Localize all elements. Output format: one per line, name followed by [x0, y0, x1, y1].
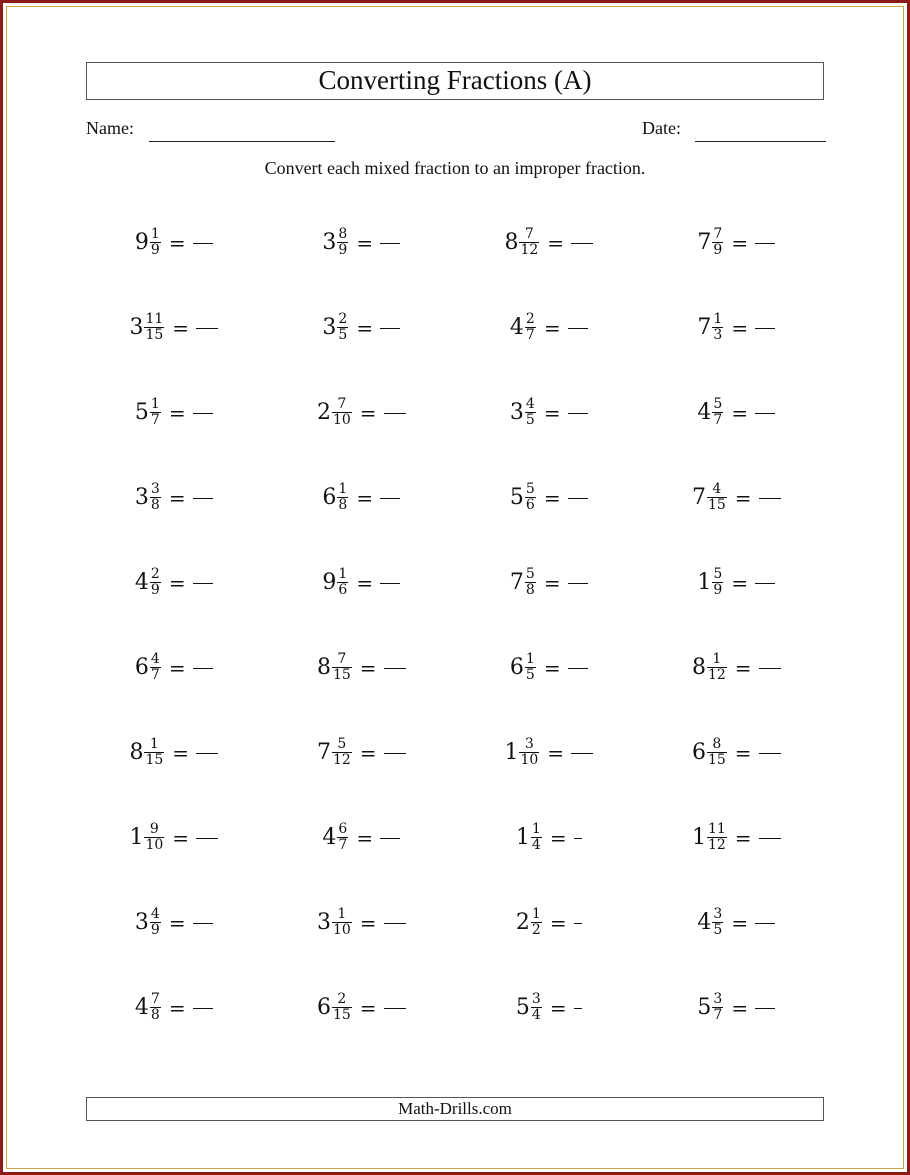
- whole-number: 4: [134, 995, 149, 1020]
- equals-sign: =: [543, 655, 561, 680]
- numerator: 1: [337, 906, 347, 922]
- fraction: [525, 567, 536, 598]
- answer-blank[interactable]: [568, 583, 588, 584]
- fraction: [531, 907, 542, 938]
- fraction: [144, 822, 164, 853]
- equals-sign: =: [731, 315, 749, 340]
- problem-item: [80, 710, 268, 795]
- whole-number: 7: [697, 230, 712, 255]
- denominator: 7: [713, 1007, 723, 1023]
- problem-item: [80, 370, 268, 455]
- fraction: [144, 312, 164, 343]
- whole-number: 8: [504, 230, 519, 255]
- denominator: 15: [707, 497, 726, 513]
- whole-number: 5: [515, 995, 530, 1020]
- equals-sign: =: [731, 995, 749, 1020]
- denominator: 9: [713, 582, 723, 598]
- equals-sign: =: [731, 570, 749, 595]
- fraction: [150, 652, 161, 683]
- numerator: 2: [150, 566, 160, 582]
- denominator: 9: [338, 242, 348, 258]
- fraction: [525, 397, 536, 428]
- numerator: 5: [525, 481, 535, 497]
- fraction: [712, 907, 723, 938]
- fraction: [531, 992, 542, 1023]
- numerator: 3: [713, 906, 723, 922]
- problem-item: [643, 965, 831, 1050]
- problem-item: [643, 710, 831, 795]
- denominator: 9: [713, 242, 723, 258]
- problem-item: [455, 200, 643, 285]
- denominator: 2: [531, 922, 541, 938]
- answer-blank[interactable]: [755, 243, 775, 244]
- answer-blank[interactable]: [380, 328, 400, 329]
- fraction: [150, 482, 161, 513]
- whole-number: 3: [509, 400, 524, 425]
- denominator: 7: [338, 837, 348, 853]
- fraction: [337, 227, 348, 258]
- problem-item: [80, 455, 268, 540]
- answer-blank[interactable]: [380, 583, 400, 584]
- equals-sign: =: [359, 400, 377, 425]
- fraction: [707, 737, 727, 768]
- whole-number: 3: [134, 910, 149, 935]
- numerator: 1: [150, 396, 160, 412]
- equals-sign: =: [731, 230, 749, 255]
- problem-item: [80, 795, 268, 880]
- fraction: [519, 227, 539, 258]
- whole-number: 6: [134, 655, 149, 680]
- whole-number: 3: [134, 485, 149, 510]
- numerator: 7: [337, 396, 347, 412]
- denominator: 9: [150, 242, 160, 258]
- answer-blank[interactable]: [380, 838, 400, 839]
- fraction: [707, 822, 727, 853]
- fraction: [712, 567, 723, 598]
- whole-number: 5: [134, 400, 149, 425]
- fraction: [144, 737, 164, 768]
- fraction: [337, 822, 348, 853]
- fraction: [712, 227, 723, 258]
- equals-sign: =: [168, 570, 186, 595]
- fraction: [337, 567, 348, 598]
- denominator: 10: [332, 922, 351, 938]
- answer-blank[interactable]: [380, 498, 400, 499]
- fraction: [525, 312, 536, 343]
- problem-item: [80, 965, 268, 1050]
- equals-sign: =: [547, 230, 565, 255]
- equals-sign: =: [168, 655, 186, 680]
- problem-item: [268, 285, 456, 370]
- denominator: 12: [707, 667, 726, 683]
- numerator: 1: [713, 311, 723, 327]
- problem-item: [268, 200, 456, 285]
- answer-blank[interactable]: [384, 668, 406, 669]
- answer-blank[interactable]: [384, 923, 406, 924]
- problem-item: [455, 880, 643, 965]
- numerator: 1: [525, 651, 535, 667]
- whole-number: 2: [316, 400, 331, 425]
- problem-item: [80, 285, 268, 370]
- instructions: Convert each mixed fraction to an improper fraction.: [264, 158, 646, 178]
- denominator: 5: [338, 327, 348, 343]
- answer-blank[interactable]: [759, 498, 781, 499]
- equals-sign: =: [734, 740, 752, 765]
- equals-sign: =: [172, 315, 190, 340]
- whole-number: 1: [697, 570, 712, 595]
- answer-blank[interactable]: [384, 413, 406, 414]
- date-label: Date:: [642, 118, 681, 138]
- whole-number: 1: [691, 825, 706, 850]
- equals-sign: =: [359, 910, 377, 935]
- problem-item: [455, 625, 643, 710]
- answer-blank[interactable]: [574, 1008, 582, 1009]
- equals-sign: =: [168, 230, 186, 255]
- problem-item: [643, 200, 831, 285]
- problem-item: [268, 455, 456, 540]
- equals-sign: =: [168, 400, 186, 425]
- answer-blank[interactable]: [193, 243, 213, 244]
- problem-item: [268, 625, 456, 710]
- problem-item: [455, 285, 643, 370]
- numerator: 11: [145, 311, 164, 327]
- whole-number: 1: [515, 825, 530, 850]
- problem-item: [455, 795, 643, 880]
- denominator: 4: [531, 837, 541, 853]
- numerator: 7: [337, 651, 347, 667]
- whole-number: 3: [322, 315, 337, 340]
- whole-number: 2: [515, 910, 530, 935]
- answer-blank[interactable]: [568, 328, 588, 329]
- problem-item: [643, 285, 831, 370]
- problem-item: [80, 880, 268, 965]
- denominator: 7: [713, 412, 723, 428]
- problem-item: [268, 965, 456, 1050]
- equals-sign: =: [734, 825, 752, 850]
- fraction: [712, 992, 723, 1023]
- problem-item: [455, 455, 643, 540]
- numerator: 3: [713, 991, 723, 1007]
- denominator: 10: [332, 412, 351, 428]
- denominator: 15: [332, 667, 351, 683]
- answer-blank[interactable]: [759, 838, 781, 839]
- equals-sign: =: [356, 825, 374, 850]
- whole-number: 4: [697, 910, 712, 935]
- denominator: 12: [332, 752, 351, 768]
- fraction: [150, 567, 161, 598]
- equals-sign: =: [549, 995, 567, 1020]
- problem-item: [455, 370, 643, 455]
- fraction: [712, 312, 723, 343]
- denominator: 9: [150, 582, 160, 598]
- fraction: [332, 992, 352, 1023]
- equals-sign: =: [168, 485, 186, 510]
- answer-blank[interactable]: [755, 583, 775, 584]
- denominator: 15: [145, 752, 164, 768]
- numerator: 4: [150, 906, 160, 922]
- equals-sign: =: [731, 910, 749, 935]
- numerator: 1: [712, 651, 722, 667]
- worksheet-title: Converting Fractions (A): [86, 62, 824, 100]
- fraction: [332, 907, 352, 938]
- numerator: 2: [337, 991, 347, 1007]
- denominator: 7: [150, 412, 160, 428]
- denominator: 10: [145, 837, 164, 853]
- whole-number: 8: [691, 655, 706, 680]
- answer-blank[interactable]: [196, 753, 218, 754]
- equals-sign: =: [172, 825, 190, 850]
- numerator: 1: [150, 226, 160, 242]
- problem-item: [268, 370, 456, 455]
- numerator: 8: [712, 736, 722, 752]
- answer-blank[interactable]: [755, 1008, 775, 1009]
- fraction: [150, 227, 161, 258]
- whole-number: 6: [322, 485, 337, 510]
- problem-item: [268, 540, 456, 625]
- problem-item: [643, 880, 831, 965]
- fraction: [332, 652, 352, 683]
- answer-blank[interactable]: [568, 498, 588, 499]
- numerator: 3: [150, 481, 160, 497]
- denominator: 12: [520, 242, 539, 258]
- numerator: 4: [150, 651, 160, 667]
- date-blank-line: [695, 141, 826, 142]
- name-date-row: [86, 114, 826, 144]
- problem-item: [643, 455, 831, 540]
- problem-item: [268, 710, 456, 795]
- answer-blank[interactable]: [193, 498, 213, 499]
- answer-blank[interactable]: [571, 243, 593, 244]
- numerator: 6: [338, 821, 348, 837]
- answer-blank[interactable]: [193, 413, 213, 414]
- numerator: 4: [712, 481, 722, 497]
- equals-sign: =: [172, 740, 190, 765]
- whole-number: 3: [316, 910, 331, 935]
- numerator: 1: [531, 906, 541, 922]
- numerator: 3: [531, 991, 541, 1007]
- equals-sign: =: [356, 230, 374, 255]
- denominator: 8: [338, 497, 348, 513]
- whole-number: 4: [134, 570, 149, 595]
- answer-blank[interactable]: [193, 583, 213, 584]
- fraction: [712, 397, 723, 428]
- numerator: 3: [524, 736, 534, 752]
- whole-number: 1: [504, 740, 519, 765]
- whole-number: 1: [129, 825, 144, 850]
- problem-item: [643, 625, 831, 710]
- fraction: [707, 482, 727, 513]
- fraction: [150, 907, 161, 938]
- numerator: 5: [713, 566, 723, 582]
- fraction: [525, 482, 536, 513]
- whole-number: 3: [129, 315, 144, 340]
- equals-sign: =: [543, 315, 561, 340]
- numerator: 2: [525, 311, 535, 327]
- answer-blank[interactable]: [193, 668, 213, 669]
- numerator: 9: [149, 821, 159, 837]
- equals-sign: =: [359, 995, 377, 1020]
- whole-number: 7: [509, 570, 524, 595]
- whole-number: 6: [691, 740, 706, 765]
- whole-number: 3: [322, 230, 337, 255]
- equals-sign: =: [168, 995, 186, 1020]
- fraction: [337, 312, 348, 343]
- denominator: 7: [150, 667, 160, 683]
- equals-sign: =: [543, 570, 561, 595]
- fraction: [519, 737, 539, 768]
- denominator: 6: [338, 582, 348, 598]
- problem-item: [455, 965, 643, 1050]
- equals-sign: =: [359, 740, 377, 765]
- equals-sign: =: [547, 740, 565, 765]
- denominator: 7: [525, 327, 535, 343]
- whole-number: 4: [697, 400, 712, 425]
- name-label: Name:: [86, 118, 134, 138]
- numerator: 8: [338, 226, 348, 242]
- problem-item: [643, 370, 831, 455]
- answer-blank[interactable]: [755, 413, 775, 414]
- whole-number: 4: [509, 315, 524, 340]
- denominator: 4: [531, 1007, 541, 1023]
- problem-item: [643, 540, 831, 625]
- whole-number: 6: [509, 655, 524, 680]
- answer-blank[interactable]: [574, 838, 582, 839]
- answer-blank[interactable]: [568, 668, 588, 669]
- numerator: 1: [338, 481, 348, 497]
- equals-sign: =: [356, 485, 374, 510]
- problem-item: [80, 200, 268, 285]
- answer-blank[interactable]: [380, 243, 400, 244]
- denominator: 6: [525, 497, 535, 513]
- answer-blank[interactable]: [384, 1008, 406, 1009]
- answer-blank[interactable]: [193, 923, 213, 924]
- fraction: [150, 397, 161, 428]
- numerator: 5: [337, 736, 347, 752]
- whole-number: 4: [322, 825, 337, 850]
- equals-sign: =: [168, 910, 186, 935]
- answer-blank[interactable]: [196, 328, 218, 329]
- answer-blank[interactable]: [568, 413, 588, 414]
- problem-item: [455, 710, 643, 795]
- whole-number: 9: [134, 230, 149, 255]
- equals-sign: =: [549, 825, 567, 850]
- equals-sign: =: [731, 400, 749, 425]
- problem-item: [643, 795, 831, 880]
- fraction: [707, 652, 727, 683]
- whole-number: 8: [316, 655, 331, 680]
- denominator: 15: [332, 1007, 351, 1023]
- answer-blank[interactable]: [755, 328, 775, 329]
- fraction: [332, 397, 352, 428]
- denominator: 9: [150, 922, 160, 938]
- equals-sign: =: [543, 400, 561, 425]
- answer-blank[interactable]: [384, 753, 406, 754]
- whole-number: 5: [697, 995, 712, 1020]
- answer-blank[interactable]: [759, 753, 781, 754]
- fraction: [525, 652, 536, 683]
- equals-sign: =: [734, 655, 752, 680]
- whole-number: 6: [316, 995, 331, 1020]
- problem-item: [80, 625, 268, 710]
- whole-number: 5: [509, 485, 524, 510]
- problem-item: [455, 540, 643, 625]
- denominator: 15: [707, 752, 726, 768]
- problem-grid: [80, 200, 830, 1050]
- problem-item: [268, 880, 456, 965]
- denominator: 5: [525, 667, 535, 683]
- denominator: 10: [520, 752, 539, 768]
- whole-number: 7: [316, 740, 331, 765]
- fraction: [337, 482, 348, 513]
- whole-number: 9: [322, 570, 337, 595]
- fraction: [332, 737, 352, 768]
- answer-blank[interactable]: [193, 1008, 213, 1009]
- fraction: [531, 822, 542, 853]
- name-blank-line: [149, 141, 335, 142]
- equals-sign: =: [356, 315, 374, 340]
- denominator: 8: [525, 582, 535, 598]
- denominator: 8: [150, 1007, 160, 1023]
- answer-blank[interactable]: [759, 668, 781, 669]
- fraction: [150, 992, 161, 1023]
- numerator: 5: [713, 396, 723, 412]
- numerator: 7: [713, 226, 723, 242]
- problem-item: [80, 540, 268, 625]
- numerator: 4: [525, 396, 535, 412]
- denominator: 5: [525, 412, 535, 428]
- numerator: 1: [531, 821, 541, 837]
- answer-blank[interactable]: [574, 923, 582, 924]
- footer-site: Math-Drills.com: [86, 1097, 824, 1121]
- answer-blank[interactable]: [571, 753, 593, 754]
- numerator: 11: [707, 821, 726, 837]
- numerator: 5: [525, 566, 535, 582]
- equals-sign: =: [549, 910, 567, 935]
- denominator: 5: [713, 922, 723, 938]
- whole-number: 8: [129, 740, 144, 765]
- numerator: 7: [524, 226, 534, 242]
- numerator: 7: [150, 991, 160, 1007]
- answer-blank[interactable]: [196, 838, 218, 839]
- equals-sign: =: [359, 655, 377, 680]
- equals-sign: =: [734, 485, 752, 510]
- problem-item: [268, 795, 456, 880]
- equals-sign: =: [356, 570, 374, 595]
- numerator: 1: [149, 736, 159, 752]
- denominator: 12: [707, 837, 726, 853]
- denominator: 3: [713, 327, 723, 343]
- denominator: 8: [150, 497, 160, 513]
- whole-number: 7: [691, 485, 706, 510]
- whole-number: 7: [697, 315, 712, 340]
- answer-blank[interactable]: [755, 923, 775, 924]
- numerator: 1: [338, 566, 348, 582]
- numerator: 2: [338, 311, 348, 327]
- denominator: 15: [145, 327, 164, 343]
- equals-sign: =: [543, 485, 561, 510]
